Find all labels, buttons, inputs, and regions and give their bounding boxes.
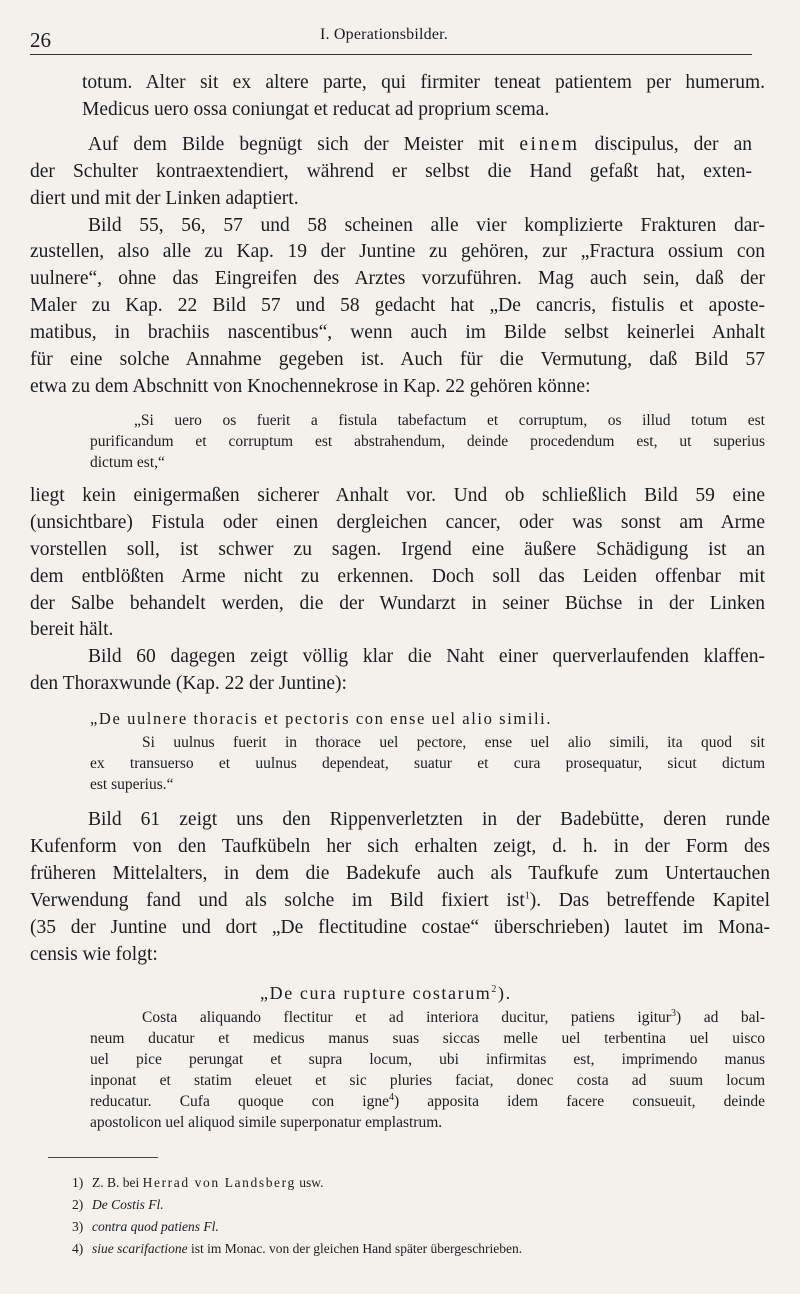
footnote-mark: 1) xyxy=(72,1175,84,1190)
text-line: bereit hält. xyxy=(30,619,114,641)
paragraph-latin-continuation xyxy=(30,70,765,124)
footnote-3: 3) contra quod patiens Fl. xyxy=(92,1216,712,1238)
footnote-ref[interactable]: 1 xyxy=(524,890,530,902)
text-line: Bild 55, 56, 57 und 58 scheinen alle vier komplizierte Frakturen dar- xyxy=(88,214,765,236)
page-header xyxy=(30,26,752,52)
text-line: der Schulter kontraextendiert, während er selbst die Hand gefaßt hat, exten- xyxy=(30,160,752,182)
text-line: den Thoraxwunde (Kap. 22 der Juntine): xyxy=(30,673,347,695)
quote-title: „De uulnere thoracis et pectoris con ense uel alio simili. xyxy=(90,709,553,729)
latin-quote-fistula xyxy=(30,410,765,473)
text-line: censis wie folgt: xyxy=(30,943,158,965)
page-number: 26 xyxy=(30,28,51,52)
paragraph-master-discipulus xyxy=(30,132,752,213)
text-line: inponat et statim eleuet et sic pluries faciat, donec costa ad suum locum xyxy=(90,1071,765,1089)
footnote-mark: 2) xyxy=(72,1197,84,1212)
text-line: reducatur. Cufa quoque con igne$^4$) apposita idem facere consueuit, deinde xyxy=(90,1091,765,1110)
footnote-mark: 3) xyxy=(72,1219,84,1234)
text-line: Verwendung fand und als solche im Bild fixiert ist$^1$). Das betreffende Kapitel xyxy=(30,889,770,911)
text-line: diert und mit der Linken adaptiert. xyxy=(30,187,299,209)
latin-quote-ribs xyxy=(30,979,765,1133)
footnote-2: 2) De Costis Fl. xyxy=(92,1194,712,1216)
text-line: totum. Alter sit ex altere parte, qui firmiter teneat patientem per humerum. xyxy=(82,72,765,93)
text-line: Si uulnus fuerit in thorace uel pectore, ense uel alio simili, ita quod sit xyxy=(142,734,765,752)
text-line: apostolicon uel aliquod simile superponatur emplastrum. xyxy=(90,1113,443,1131)
text-line: est superius.“ xyxy=(90,776,174,794)
text-line: Maler zu Kap. 22 Bild 57 und 58 gedacht hat „De cancris, fistulis et aposte- xyxy=(30,295,765,317)
text-line: uel pice perungat et supra locum, ubi infirmitas est, imprimendo manus xyxy=(90,1050,765,1068)
text-line: liegt kein einigermaßen sicherer Anhalt vor. Und ob schließlich Bild 59 eine xyxy=(30,484,765,506)
text-line: (unsichtbare) Fistula oder einen dergleichen cancer, oder was sonst am Arme xyxy=(30,511,765,533)
footnotes xyxy=(72,1172,712,1260)
text-line: dem entblößten Arme nicht zu erkennen. Doch soll das Leiden offenbar mit xyxy=(30,565,765,587)
text-line: zustellen, also alle zu Kap. 19 der Juntine zu gehören, zur „Fractura ossium con xyxy=(30,241,765,263)
page-body xyxy=(30,70,770,1133)
text-line: purificandum et corruptum est abstrahendum, deinde procedendum est, ut superius xyxy=(90,432,765,450)
text-line: ex transuerso et uulnus dependeat, suatur et cura prosequatur, sicut dictum xyxy=(90,755,765,773)
paragraph-rib-bath xyxy=(30,807,770,968)
running-head: I. Operationsbilder. xyxy=(320,26,448,43)
text-line: Bild 61 zeigt uns den Rippenverletzten in der Badebütte, deren runde xyxy=(88,809,770,831)
paragraph-fractures xyxy=(30,213,765,401)
text-line: uulnere“, ohne das Eingreifen des Arztes vorzuführen. Mag auch sein, daß der xyxy=(30,268,765,290)
text-line: für eine solche Annahme gegeben ist. Auch für die Vermutung, daß Bild 57 xyxy=(30,349,765,371)
text-line: Bild 60 dagegen zeigt völlig klar die Naht einer querverlaufenden klaffen- xyxy=(88,646,765,668)
text-line: vorstellen soll, ist schwer zu sagen. Irgend eine äußere Schädigung ist an xyxy=(30,538,765,560)
paragraph-thorax xyxy=(30,644,765,698)
footnote-mark: 4) xyxy=(72,1241,84,1256)
quote-title: „De cura rupture costarum$^2$). xyxy=(260,982,512,1003)
text-line: früheren Mittelalters, in dem die Badekufe auch als Taufkufe zum Untertauchen xyxy=(30,862,770,884)
spaced-word: einem xyxy=(519,133,580,155)
text-line: matibus, in brachiis nascentibus“, wenn auch im Bilde selbst keinerlei Anhalt xyxy=(30,322,765,344)
footnote-4: 4) siue scarifactione ist im Monac. von der gleichen Hand später übergeschrieben. xyxy=(92,1238,712,1260)
text-line: Kufenform von den Taufkübeln her sich erhalten zeigt, d. h. in der Form des xyxy=(30,836,770,858)
header-rule xyxy=(30,54,752,55)
footnote-ref[interactable]: 3 xyxy=(670,1007,676,1019)
text-line: (35 der Juntine und dort „De flectitudine costae“ überschrieben) lautet im Mona- xyxy=(30,916,770,938)
footnote-ref[interactable]: 2 xyxy=(491,983,499,995)
text-line: Medicus uero ossa coniungat et reducat ad proprium scema. xyxy=(82,98,550,120)
text-line: der Salbe behandelt werden, die der Wundarzt in seiner Büchse in der Linken xyxy=(30,592,765,614)
text-line: dictum est,“ xyxy=(90,453,165,471)
text-line: „Si uero os fuerit a fistula tabefactum et corruptum, os illud totum est xyxy=(134,411,765,429)
text-line: etwa zu dem Abschnitt von Knochennekrose in Kap. 22 gehören könne: xyxy=(30,375,591,397)
footnote-ref[interactable]: 4 xyxy=(388,1091,394,1103)
footnote-rule xyxy=(48,1157,158,1158)
footnote-1: 1) Z. B. bei Herrad von Landsberg usw. xyxy=(92,1172,712,1194)
text-line: Auf dem Bilde begnügt sich der Meister mit einem discipulus, der an xyxy=(88,133,753,155)
latin-quote-thorax xyxy=(30,706,765,795)
text-line: neum ducatur et medicus manus suas siccas melle uel terbentina uel uisco xyxy=(90,1029,765,1047)
paragraph-fistula xyxy=(30,483,765,644)
text-line: Costa aliquando flectitur et ad interiora ducitur, patiens igitur$^3$) ad bal- xyxy=(142,1007,766,1026)
